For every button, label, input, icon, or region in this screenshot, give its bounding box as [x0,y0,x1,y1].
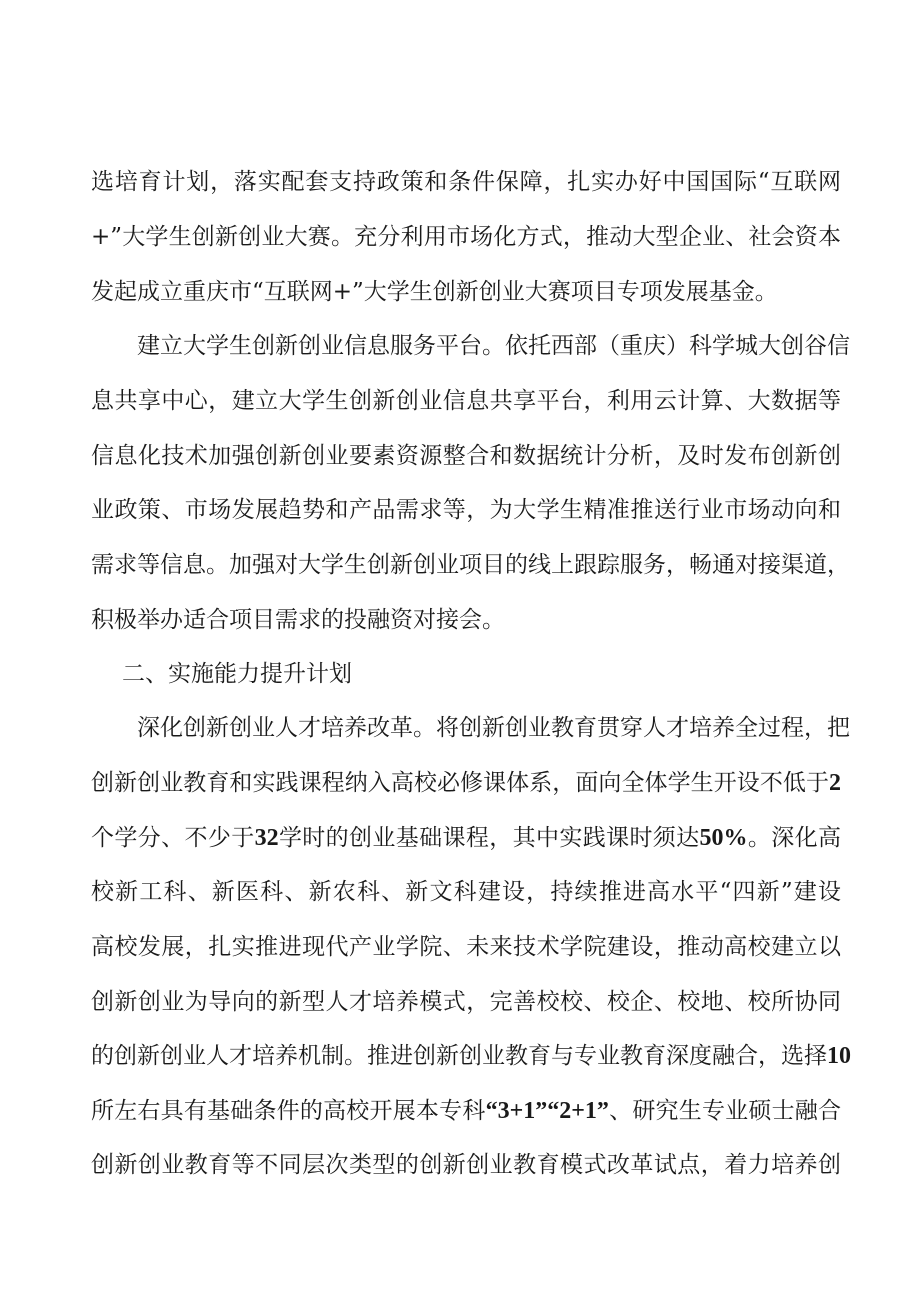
paragraph-1-line-1: 选培育计划，落实配套支持政策和条件保障，扎实办好中国国际“互联网 [91,169,841,195]
paragraph-3-line-1: 深化创新创业人才培养改革。将创新创业教育贯穿人才培养全过程，把 [137,715,850,741]
paragraph-3-line-8-post: 、研究生专业硕士融合 [608,1098,842,1124]
paragraph-3-line-3-post: 。深化高 [747,825,842,851]
paragraph-2-line-4: 业政策、市场发展趋势和产品需求等，为大学生精准推送行业市场动向和 [91,497,841,523]
paragraph-2-line-3: 信息化技术加强创新创业要素资源整合和数据统计分析，及时发布创新创 [91,443,841,469]
practice-percent: 50% [699,825,748,851]
paragraph-3-line-3-mid: 学时的创业基础课程，其中实践课时须达 [278,825,700,851]
pilot-school-count: 10 [827,1043,851,1069]
paragraph-3-line-5: 高校发展，扎实推进现代产业学院、未来技术学院建设，推动高校建立以 [91,934,841,960]
credit-number: 2 [829,770,841,796]
paragraph-3-line-2-text: 创新创业教育和实践课程纳入高校必修课体系，面向全体学生开设不低于 [91,770,829,796]
paragraph-2-line-5: 需求等信息。加强对大学生创新创业项目的线上跟踪服务，畅通对接渠道， [91,552,850,578]
program-models: “3+1”“2+1” [485,1098,609,1124]
paragraph-1-line-3: 发起成立重庆市“互联网+”大学生创新创业大赛项目专项发展基金。 [91,279,778,305]
paragraph-2-line-6: 积极举办适合项目需求的投融资对接会。 [91,607,505,633]
paragraph-3-line-3 [91,818,841,858]
section-heading: 二、实施能力提升计划 [122,661,352,687]
paragraph-3-line-3-pre: 个学分、不少于 [91,825,255,851]
paragraph-2-line-2: 息共享中心，建立大学生创新创业信息共享平台，利用云计算、大数据等 [91,388,841,414]
paragraph-3-line-6: 创新创业为导向的新型人才培养模式，完善校校、校企、校地、校所协同 [91,989,841,1015]
hours-number: 32 [254,825,279,851]
paragraph-3-line-8-pre: 所左右具有基础条件的高校开展本专科 [91,1098,486,1124]
paragraph-3-line-8 [91,1091,841,1131]
paragraph-1-line-2: +”大学生创新创业大赛。充分利用市场化方式，推动大型企业、社会资本 [91,224,841,250]
paragraph-2-line-1: 建立大学生创新创业信息服务平台。依托西部（重庆）科学城大创谷信 [137,333,850,359]
paragraph-3-line-7-text: 的创新创业人才培养机制。推进创新创业教育与专业教育深度融合，选择 [91,1043,827,1069]
paragraph-3-line-9: 创新创业教育等不同层次类型的创新创业教育模式改革试点，着力培养创 [91,1152,841,1178]
paragraph-3-line-7 [91,1036,851,1076]
paragraph-3-line-2 [91,763,841,803]
paragraph-3-line-4: 校新工科、新医科、新农科、新文科建设，持续推进高水平“四新”建设 [91,879,841,905]
